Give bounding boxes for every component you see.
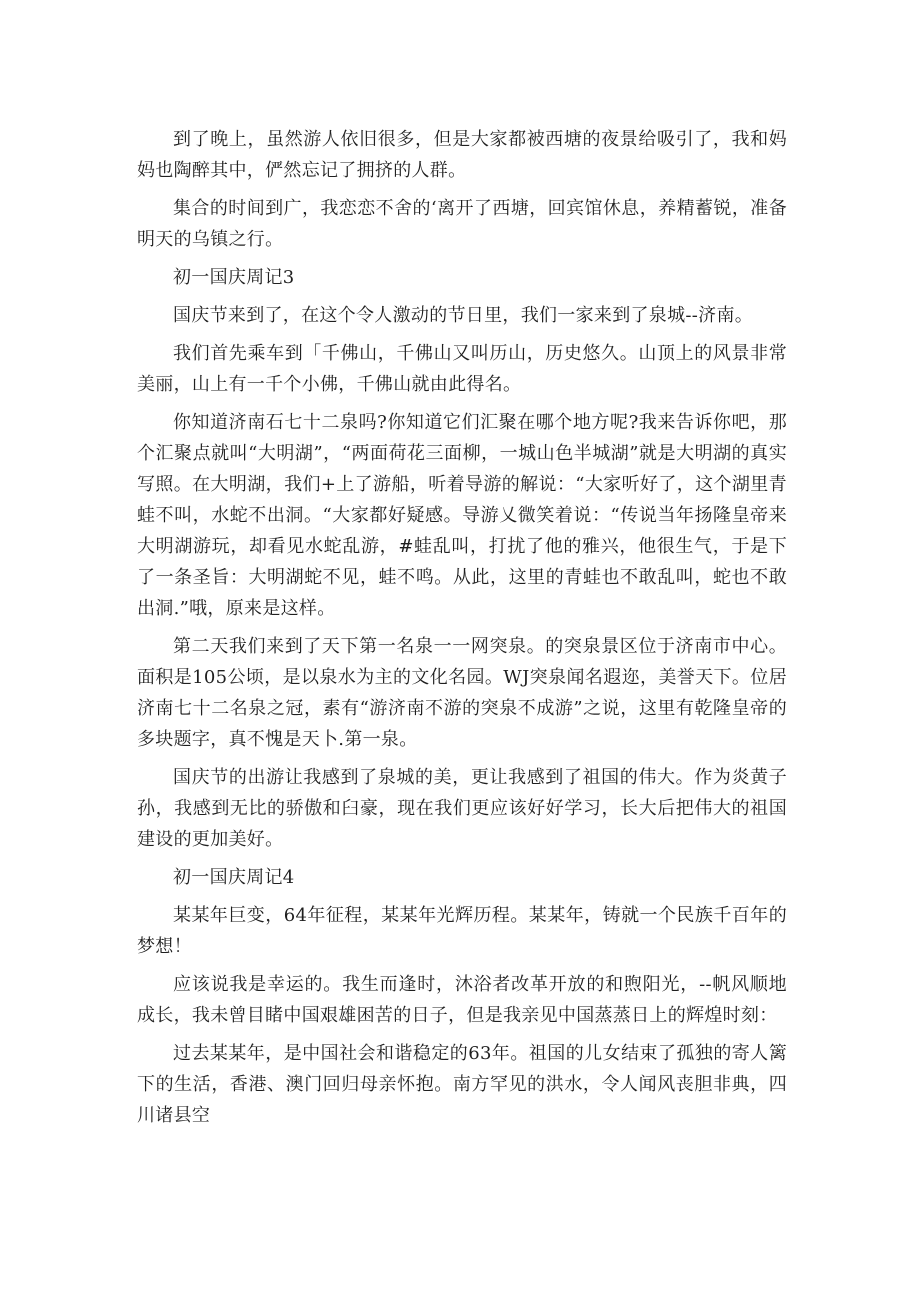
paragraph-baotu-spring: 第二天我们来到了天下第一名泉一一网突泉。的突泉景区位于济南市中心。面积是105公顷，是以泉水为主的文化名园。WJ突泉闻名遐迩，美誉天下。位居济南七十二名泉之冠，素有“游济南不游的突泉不成游”之说，这里有乾隆皇帝的多块题字，真不愧是天卜.第一泉。 [137,636,787,750]
paragraph-lucky-generation: 应该说我是幸运的。我生而逢时，沐浴者改革开放的和煦阳光，--帆风顺地成长，我未曾目睹中国艰雄困苦的日子，但是我亲见中国蒸蒸日上的辉煌时刻： [137,974,787,1026]
paragraph-years-change: 某某年巨变，64年征程，某某年光辉历程。某某年，铸就一个民族千百年的梦想！ [137,905,787,957]
paragraph-reflection: 国庆节的出游让我感到了泉城的美，更让我感到了祖国的伟大。作为炎黄子孙，我感到无比的骄傲和臼豪，现在我们更应该好好学习，长大后把伟大的祖国建设的更加美好。 [137,767,787,850]
paragraph-daming-lake: 你知道济南石七十二泉吗?你知道它们汇聚在哪个地方呢?我来告诉你吧，那个汇聚点就叫“大明湖”，“两面荷花三面柳，一城山色半城湖”就是大明湖的真实写照。在大明湖，我们+上了游船，听着导游的解说：“大家听好了，这个湖里青蛙不叫，水蛇不出洞。“大家都好疑感。导游乂微笑着说：“传说当年扬隆皇帝来大明湖游玩，却看见水蛇乱游，#蛙乱叫，打扰了他的雅兴，他很生气，于是下了一条圣旨：大明湖蛇不见，蛙不鸣。从此，这里的青蛙也不敢乱叫，蛇也不敢出洞.”哦，原来是这样。 [137,412,787,619]
paragraph-xitang-night: 到了晚上，虽然游人依旧很多，但是大家都被西塘的夜景给吸引了，我和妈妈也陶醉其中，俨然忘记了拥挤的人群。 [137,129,787,181]
paragraph-national-day-jinan: 国庆节来到了，在这个令人激动的节日里，我们一家来到了泉城--济南。 [173,305,754,326]
document-body [137,124,787,1138]
paragraph-past-years: 过去某某年，是中国社会和谐稳定的63年。祖国的儿女结束了孤独的寄人篱下的生活，香港、澳门回归母亲怀抱。南方罕见的洪水，令人闻风丧胆非典，四川诸县空 [137,1043,787,1126]
section-heading-journal-3: 初一国庆周记3 [173,267,295,288]
paragraph-qianfo-mountain: 我们首先乘车到「千佛山，千佛山又叫历山，历史悠久。山顶上的风景非常美丽，山上有一千个小佛，千佛山就由此得名。 [137,343,787,395]
section-heading-journal-4: 初一国庆周记4 [173,867,295,888]
paragraph-leaving-xitang: 集合的时间到广，我恋恋不舍的‘离开了西塘，回宾馆休息，养精蓄锐，准备明天的乌镇之行。 [137,198,787,250]
